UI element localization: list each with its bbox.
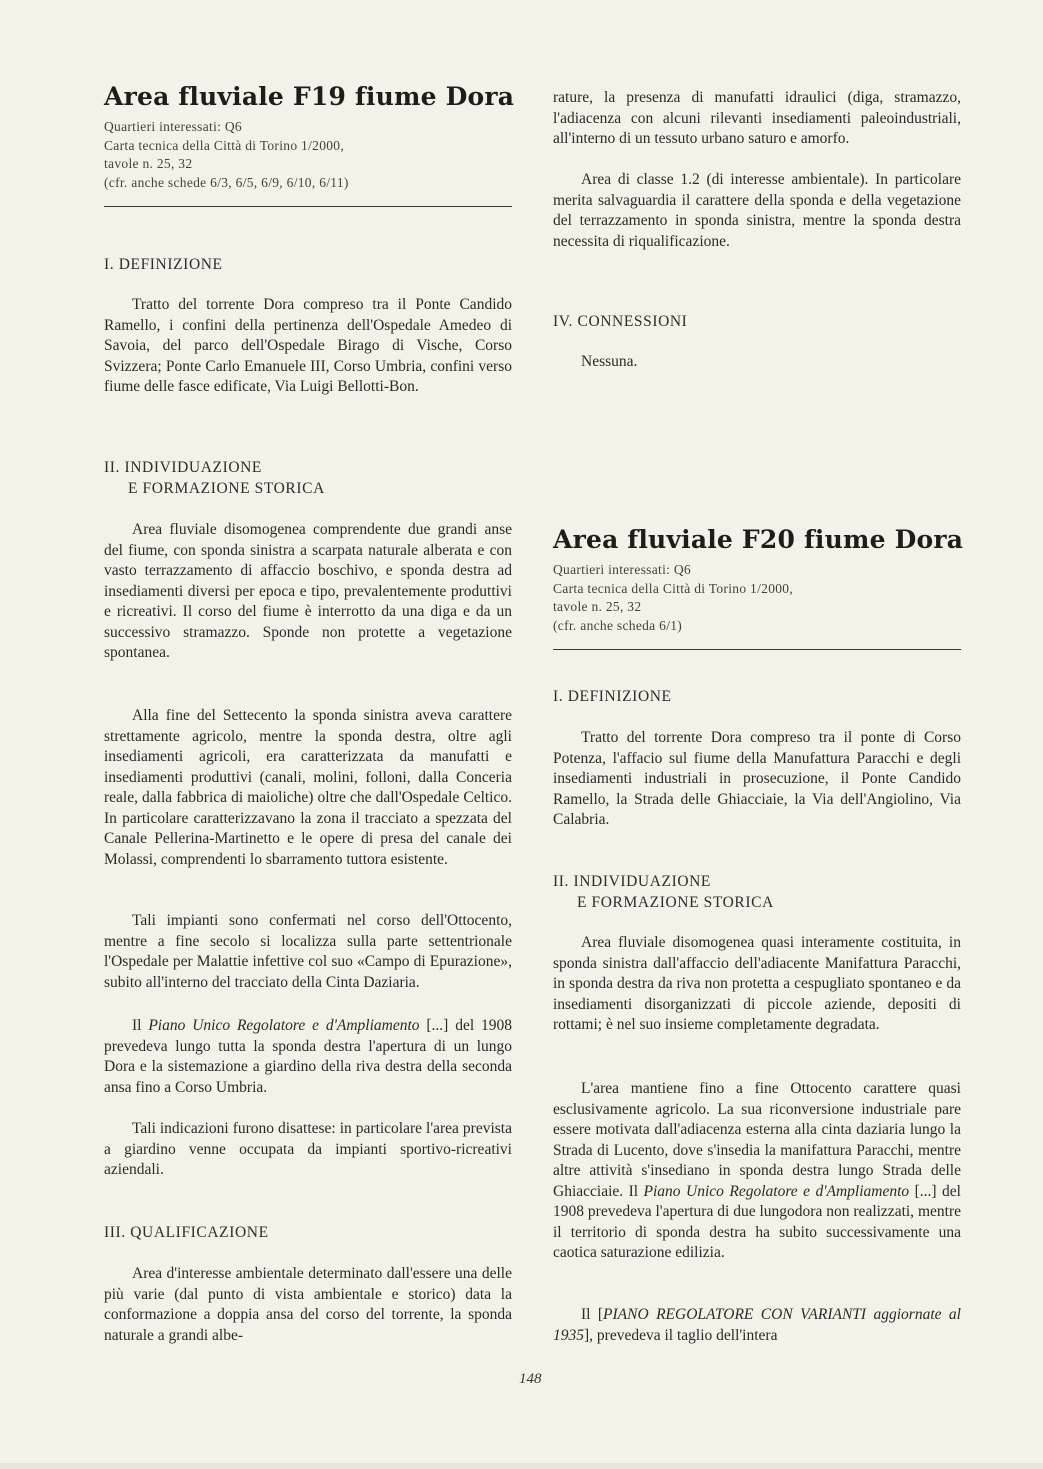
section-meta-f19	[104, 118, 349, 192]
paragraph-qualificazione-cont: rature, la presenza di manufatti idraulici (diga, stramazzo, l'adiacenza con alcuni rilevanti insediamenti paleoindustriali, all'interno di un tessuto urbano saturo e amorfo.	[553, 89, 961, 147]
paragraph-definizione: Tratto del torrente Dora compreso tra il ponte di Corso Potenza, l'affacio sul fiume della Manufattura Paracchi e degli insediamenti industriali in prosecuzione, il Ponte Candido Ramello, la Strada delle Ghiacciaie, la Via dell'Angiolino, Via Calabria.	[553, 729, 961, 828]
heading-individuazione	[104, 457, 325, 499]
plan-title-italic: Piano Unico Regolatore e d'Ampliamento	[148, 1017, 420, 1034]
text-run: [...] del 1908 prevedeva l'apertura di due lungodora non realizzati, mentre il territorio di sponda destra ha subito successivamente una caotica saturazione edilizia.	[553, 1182, 961, 1261]
page-edge	[0, 1463, 1043, 1469]
page-number: 148	[519, 1371, 542, 1387]
text-run: L'area mantiene fino a fine Ottocento carattere quasi esclusivamente agricolo. La sua riconversione industriale pare essere motivata dall'adiacenza esterna alla cinta daziaria lungo la Strada di Lucento, dove s'insedia la manifattura Paracchi, mentre altre attività s'insediano in sponda destra lungo Strada delle Ghiacciaie. Il	[553, 1080, 961, 1200]
heading-line: E FORMAZIONE STORICA	[577, 894, 774, 911]
meta-line: (cfr. anche schede 6/3, 6/5, 6/9, 6/10, 6/11)	[104, 174, 349, 190]
paragraph-individuazione-5: Tali indicazioni furono disattese: in particolare l'area prevista a giardino venne occupata da impianti sportivo-ricreativi aziendali.	[104, 1120, 512, 1178]
heading-line: E FORMAZIONE STORICA	[128, 480, 325, 497]
heading-qualificazione: III. QUALIFICAZIONE	[104, 1224, 269, 1241]
paragraph-individuazione-1: Area fluviale disomogenea quasi interamente costituita, in sponda sinistra dall'affaccio dell'adiacente Manifattura Paracchi, in sponda destra da riva non protetta a cespugliato spontaneo e da insediamenti disorganizzati di piccole aziende, depositi di rottami; è nel suo insieme completamente degradata.	[553, 934, 961, 1033]
paragraph-connessioni: Nessuna.	[581, 353, 638, 370]
paragraph-individuazione-3: Tali impianti sono confermati nel corso dell'Ottocento, mentre a fine secolo si localizza sulla parte settentrionale l'Ospedale per Malattie infettive col suo «Campo di Epurazione», subito all'interno del tracciato della Cinta Daziaria.	[104, 912, 512, 991]
text-run: Il	[132, 1017, 149, 1034]
heading-individuazione	[553, 871, 774, 913]
plan-title-italic: Piano Unico Regolatore e d'Ampliamento	[643, 1182, 910, 1200]
section-divider	[104, 206, 512, 207]
paragraph-qualificazione: Area d'interesse ambientale determinato dall'essere una delle più varie (dal punto di vista ambientale e storico) data la conformazione a doppia ansa del corso del torrente, la sponda naturale a grandi albe-	[104, 1265, 512, 1344]
heading-definizione: I. DEFINIZIONE	[104, 256, 223, 273]
text-run: ], prevedeva il taglio dell'intera	[584, 1326, 778, 1344]
section-title-f20: Area fluviale F20 fiume Dora	[553, 525, 964, 554]
meta-line: tavole n. 25, 32	[104, 156, 193, 171]
paragraph-individuazione-3	[553, 1305, 961, 1346]
section-meta-f20	[553, 561, 793, 635]
meta-line: Quartieri interessati: Q6	[553, 562, 691, 577]
meta-line: Carta tecnica della Città di Torino 1/2000,	[104, 137, 345, 153]
section-title-f19: Area fluviale F19 fiume Dora	[104, 82, 515, 111]
text-run: [...] del 1908 prevedeva lungo tutta la sponda destra l'apertura di un lungo Dora e la sistemazione a giardino della riva destra della seconda ansa fino a Corso Umbria.	[104, 1017, 512, 1096]
heading-definizione: I. DEFINIZIONE	[553, 688, 672, 705]
meta-line: tavole n. 25, 32	[553, 599, 642, 614]
paragraph-individuazione-1: Area fluviale disomogenea comprendente due grandi anse del fiume, con sponda sinistra a scarpata naturale alberata e con vasto terrazzamento di affaccio boschivo, e sponda destra ad insediamenti diversi per epoca e tipo, prevalentemente produttivi e ricreativi. Il corso del fiume è interrotto da una diga e da un successivo stramazzo. Sponde non protette a vegetazione spontanea.	[104, 521, 512, 661]
meta-line: Quartieri interessati: Q6	[104, 119, 242, 134]
heading-line: II. INDIVIDUAZIONE	[553, 873, 712, 890]
plan-title-italic: PIANO REGOLATORE CON VARIANTI aggiornate al 1935	[553, 1306, 961, 1344]
paragraph-individuazione-2: Alla fine del Settecento la sponda sinistra aveva carattere strettamente agricolo, mentre la sponda destra, oltre agli insediamenti agricoli, era caratterizzata da manufatti e insediamenti produttivi (canali, molini, folloni, dalla Conceria reale, dalla fabbrica di maioliche) oltre che dall'Ospedale Celtico. In particolare caratterizzavano la zona il tracciato a spezzata del Canale Pellerina-Martinetto e le opere di presa del canale dei Molassi, comprendenti lo sbarramento tuttora esistente.	[104, 707, 512, 868]
meta-line: (cfr. anche scheda 6/1)	[553, 617, 683, 633]
heading-connessioni: IV. CONNESSIONI	[553, 313, 688, 330]
paragraph-qualificazione-2: Area di classe 1.2 (di interesse ambientale). In particolare merita salvaguardia il carattere della sponda e della vegetazione del terrazzamento in sponda sinistra, mentre la sponda destra necessita di riqualificazione.	[553, 171, 961, 250]
paragraph-definizione: Tratto del torrente Dora compreso tra il Ponte Candido Ramello, i confini della pertinenza dell'Ospedale Amedeo di Savoia, del parco dell'Ospedale Birago di Vische, Corso Svizzera; Ponte Carlo Emanuele III, Corso Umbria, confini verso fiume delle fasce edificate, Via Luigi Bellotti-Bon.	[104, 296, 512, 395]
heading-line: II. INDIVIDUAZIONE	[104, 459, 263, 476]
paragraph-individuazione-2	[553, 1079, 961, 1264]
section-divider	[553, 649, 961, 650]
meta-line: Carta tecnica della Città di Torino 1/2000,	[553, 580, 794, 596]
text-run: Il [	[581, 1306, 604, 1323]
paragraph-individuazione-4	[104, 1016, 512, 1098]
